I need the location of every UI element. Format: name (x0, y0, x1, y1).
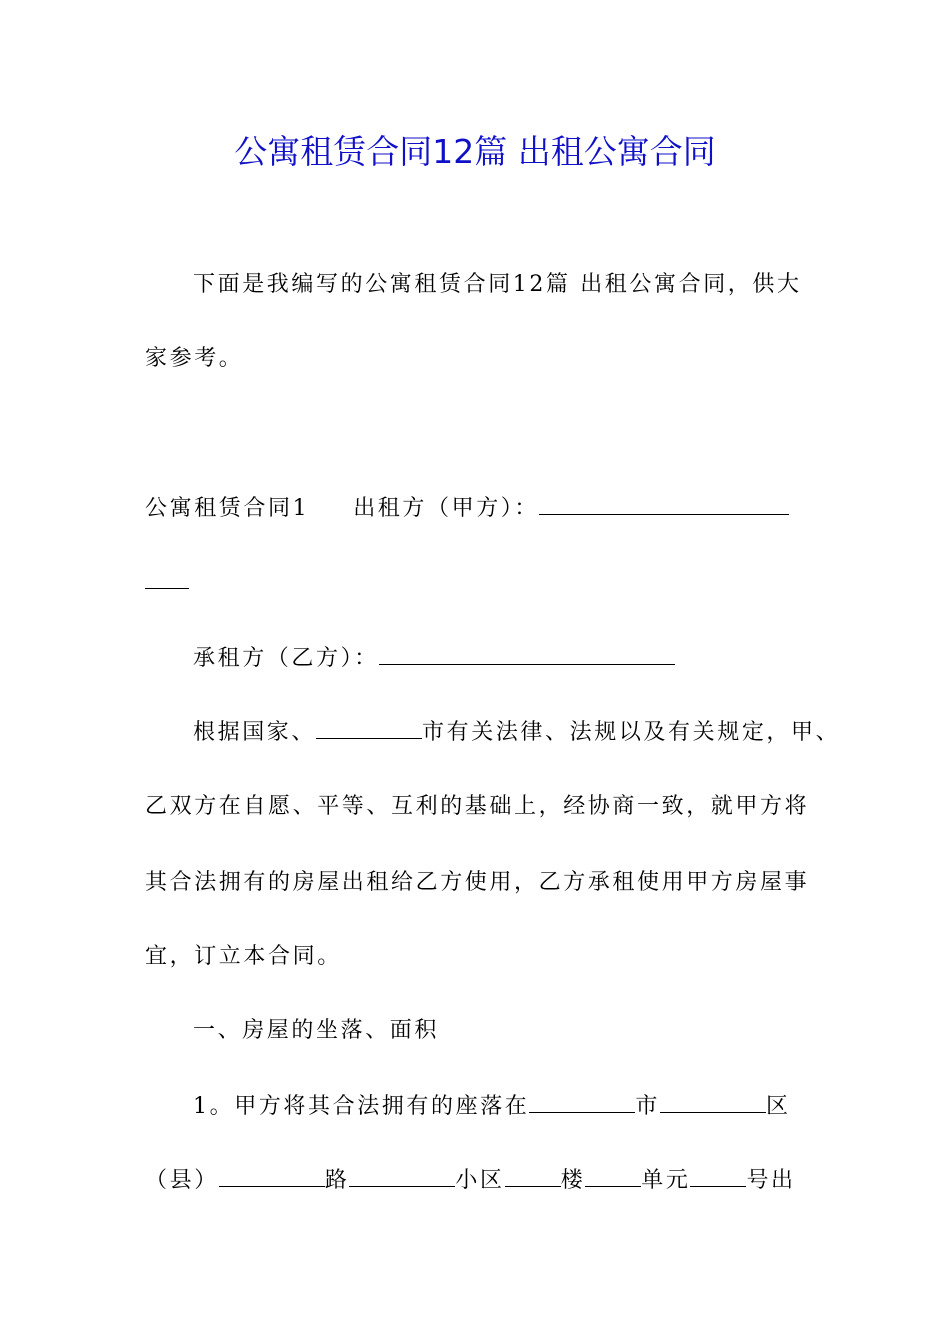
lessor-blank-continued (145, 566, 189, 589)
clause-1-text-e: 路 (324, 1168, 350, 1193)
clause-1-text-i: 号出 (746, 1168, 796, 1193)
preamble-line-1 (193, 716, 840, 750)
lessor-label: 出租方（甲方）： (353, 496, 540, 521)
preamble-text-b: 市有关法律、法规以及有关规定，甲、 (422, 720, 841, 745)
clause-1-text-g: 楼 (560, 1168, 586, 1193)
clause-1-text-b: 市 (635, 1094, 661, 1119)
district-blank (660, 1090, 766, 1113)
contract-heading: 公寓租赁合同1 (145, 496, 310, 521)
lessor-blank (539, 492, 789, 515)
clause-1-text-h: 单元 (641, 1168, 691, 1193)
preamble-line-3: 其合法拥有的房屋出租给乙方使用，乙方承租使用甲方房屋事 (145, 870, 810, 895)
intro-line-2: 家参考。 (145, 346, 244, 371)
lessee-row (193, 642, 675, 676)
intro-line-1: 下面是我编写的公寓租赁合同12篇 出租公寓合同，供大 (193, 272, 802, 297)
contract-heading-row (145, 492, 789, 526)
clause-1-text-a: 1。甲方将其合法拥有的座落在 (193, 1094, 530, 1119)
section-1-heading: 一、房屋的坐落、面积 (193, 1018, 440, 1043)
community-blank (505, 1164, 561, 1187)
clause-1-line-2 (145, 1164, 796, 1198)
building-blank (585, 1164, 641, 1187)
clause-1-line-1 (193, 1090, 791, 1124)
preamble-line-4: 宜，订立本合同。 (145, 944, 342, 969)
city-location-blank (529, 1090, 635, 1113)
clause-1-text-d: （县） (145, 1168, 219, 1193)
lessor-blank-continued-row (145, 566, 189, 600)
lessee-blank (379, 642, 675, 665)
unit-blank (690, 1164, 746, 1187)
preamble-text-a: 根据国家、 (193, 720, 317, 745)
county-blank (219, 1164, 325, 1187)
lessee-label: 承租方（乙方）： (193, 646, 379, 671)
clause-1-text-f: 小区 (455, 1168, 505, 1193)
road-blank (349, 1164, 455, 1187)
clause-1-text-c: 区 (766, 1094, 791, 1119)
preamble-line-2: 乙双方在自愿、平等、互利的基础上，经协商一致，就甲方将 (145, 794, 810, 819)
city-blank (316, 716, 422, 739)
document-title: 公寓租赁合同12篇 出租公寓合同 (234, 132, 716, 171)
